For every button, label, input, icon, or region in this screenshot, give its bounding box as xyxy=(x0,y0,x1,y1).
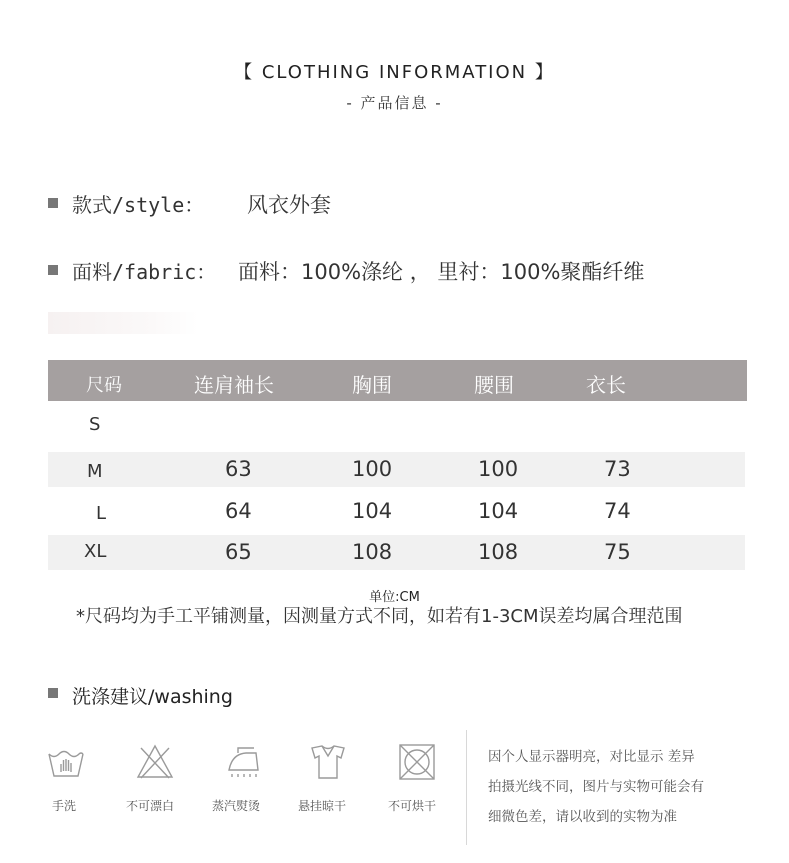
do-not-tumble-dry-icon xyxy=(397,742,437,782)
style-bullet xyxy=(48,198,58,208)
do-not-bleach-label: 不可漂白 xyxy=(126,799,175,813)
washing-label: 洗涤建议/washing xyxy=(72,686,233,708)
size-cell: M xyxy=(87,461,103,482)
page-title: 【 CLOTHING INFORMATION 】 xyxy=(234,62,555,83)
style-label: 款式/style： xyxy=(72,193,205,217)
length-cell: 73 xyxy=(604,457,631,481)
header-sleeve: 连肩袖长 xyxy=(194,373,274,397)
chest-cell: 108 xyxy=(352,540,393,564)
disclaimer-line: 细微色差，请以收到的实物为准 xyxy=(488,809,677,825)
page-subtitle: - 产品信息 - xyxy=(346,94,443,112)
fabric-label: 面料/fabric： xyxy=(72,260,217,284)
length-cell: 75 xyxy=(604,540,631,564)
unit-label: 单位:CM xyxy=(369,590,420,605)
steam-iron-label: 蒸汽熨烫 xyxy=(212,799,261,813)
sleeve-cell: 63 xyxy=(225,457,252,481)
waist-cell: 104 xyxy=(478,499,519,523)
steam-iron-icon xyxy=(224,742,264,782)
table-row-stripe xyxy=(48,452,745,487)
waist-cell: 108 xyxy=(478,540,519,564)
chest-cell: 104 xyxy=(352,499,393,523)
measurement-note: *尺码均为手工平铺测量，因测量方式不同，如若有1-3CM误差均属合理范围 xyxy=(76,606,683,627)
decorative-fade xyxy=(48,312,198,334)
style-value: 风衣外套 xyxy=(247,193,331,217)
disclaimer-line: 拍摄光线不同，图片与实物可能会有 xyxy=(488,779,704,795)
sleeve-cell: 65 xyxy=(225,540,252,564)
chest-cell: 100 xyxy=(352,457,393,481)
waist-cell: 100 xyxy=(478,457,519,481)
do-not-tumble-dry-label: 不可烘干 xyxy=(388,799,437,813)
fabric-bullet xyxy=(48,265,58,275)
table-row-stripe xyxy=(48,535,745,570)
header-size: 尺码 xyxy=(86,375,122,396)
hang-dry-icon xyxy=(308,742,348,782)
vertical-divider xyxy=(466,730,467,845)
hand-wash-icon xyxy=(46,742,86,782)
hand-wash-label: 手洗 xyxy=(52,799,77,813)
size-table-header xyxy=(48,360,747,401)
fabric-value: 面料：100%涤纶 ， 里衬：100%聚酯纤维 xyxy=(238,260,645,284)
length-cell: 74 xyxy=(604,499,631,523)
sleeve-cell: 64 xyxy=(225,499,252,523)
size-cell: XL xyxy=(84,541,107,562)
header-chest: 胸围 xyxy=(352,373,392,397)
hang-dry-label: 悬挂晾干 xyxy=(298,799,347,813)
size-cell: L xyxy=(96,503,107,524)
disclaimer-line: 因个人显示器明亮，对比显示 差异 xyxy=(488,749,695,765)
header-waist: 腰围 xyxy=(474,373,514,397)
do-not-bleach-icon xyxy=(135,742,175,782)
size-cell: S xyxy=(89,414,101,435)
washing-bullet xyxy=(48,688,58,698)
header-length: 衣长 xyxy=(586,373,626,397)
